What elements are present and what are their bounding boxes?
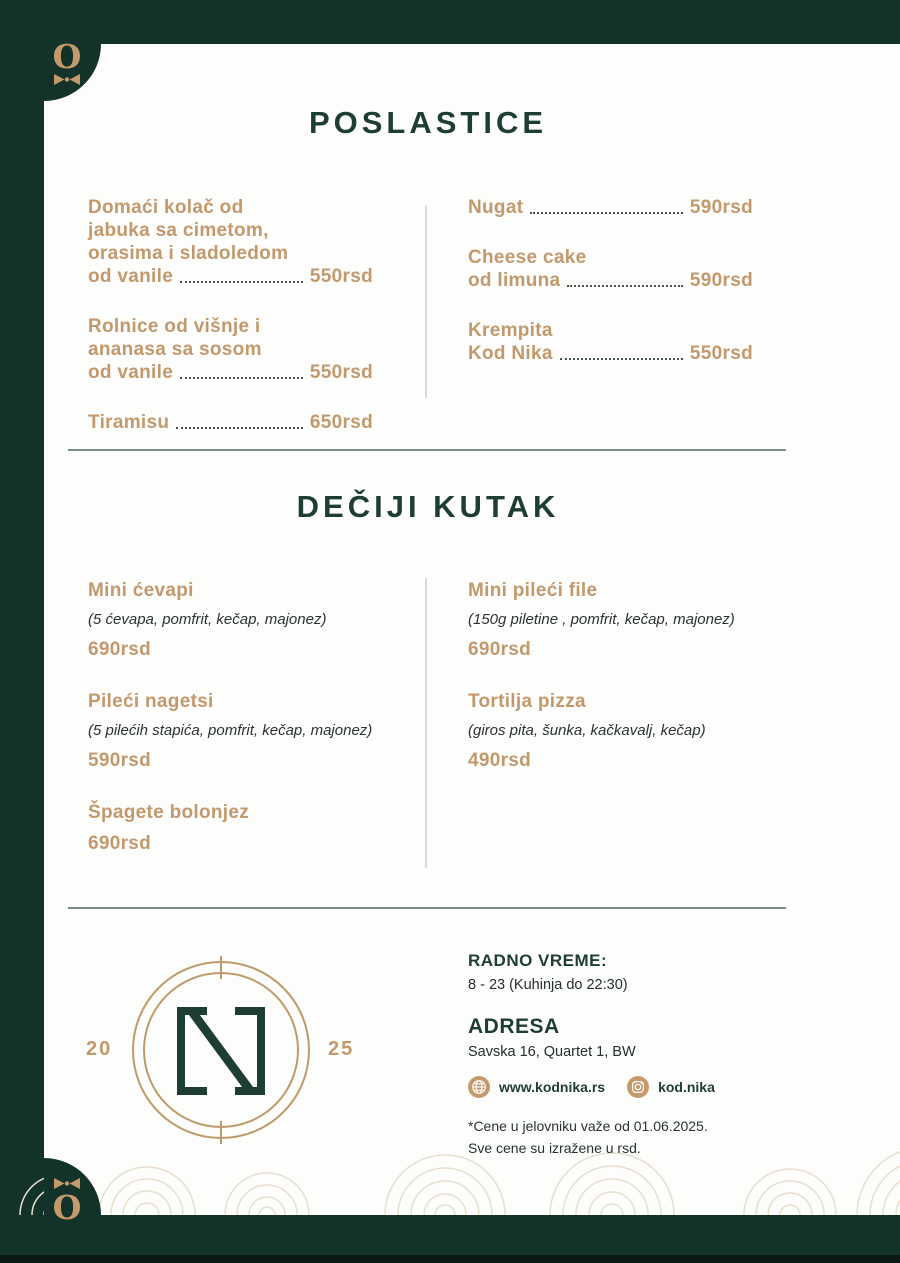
- price-validity-notes: [468, 1115, 778, 1159]
- section-title-deciji-kutak: DEČIJI KUTAK: [296, 489, 560, 524]
- menu-item: [88, 411, 373, 434]
- item-price: 650rsd: [309, 412, 373, 433]
- menu-item: [88, 196, 373, 288]
- footer-links: [468, 1076, 778, 1098]
- item-description: (5 ćevapa, pomfrit, kečap, majonez): [88, 611, 327, 628]
- poslastice-right-column: [468, 196, 753, 461]
- instagram-icon[interactable]: [627, 1076, 649, 1098]
- item-description: (giros pita, šunka, kačkavalj, kečap): [468, 722, 706, 739]
- kids-menu-item: [88, 802, 373, 855]
- page-bottom-edge: [0, 1255, 900, 1263]
- poslastice-left-column: [88, 196, 373, 461]
- poslastice-grid: [68, 196, 788, 461]
- item-name: Mini ćevapi: [88, 580, 194, 601]
- item-name-line: orasima i sladoledom: [88, 243, 289, 264]
- deciji-left-column: [88, 580, 373, 885]
- item-name: Nugat: [468, 197, 524, 218]
- item-name-line: jabuka sa cimetom,: [88, 220, 269, 241]
- item-name-line: Domaći kolač od: [88, 197, 244, 218]
- menu-item: [468, 246, 753, 292]
- item-name-line: Rolnice od višnje i: [88, 316, 261, 337]
- kids-menu-item: [88, 691, 373, 772]
- item-price: 590rsd: [689, 197, 753, 218]
- letter-n-monogram: [177, 1007, 265, 1095]
- menu-item: [468, 319, 753, 365]
- website-link[interactable]: www.kodnika.rs: [499, 1079, 606, 1095]
- kids-menu-item: [468, 580, 753, 661]
- item-price: 690rsd: [88, 833, 152, 854]
- brand-mark-top: [50, 37, 84, 85]
- year-right: 25: [328, 1038, 355, 1060]
- letter-o-logo: O: [52, 1187, 82, 1226]
- item-name-line: Krempita: [468, 320, 553, 341]
- dot-leader: [530, 212, 683, 214]
- dot-leader: [180, 377, 303, 379]
- year-left: 20: [86, 1038, 113, 1060]
- dot-leader: [176, 427, 303, 429]
- item-name: od vanile: [88, 266, 174, 287]
- dot-leader: [560, 358, 683, 360]
- column-divider: [425, 578, 427, 868]
- item-price: 590rsd: [88, 750, 152, 771]
- item-name: Tiramisu: [88, 412, 170, 433]
- item-name: Tortilja pizza: [468, 691, 586, 712]
- menu-item: [468, 196, 753, 219]
- item-price: 690rsd: [88, 639, 152, 660]
- item-price: 690rsd: [468, 639, 532, 660]
- item-price: 590rsd: [689, 270, 753, 291]
- instagram-handle-link[interactable]: kod.nika: [658, 1079, 715, 1095]
- kids-menu-item: [468, 691, 753, 772]
- working-hours-value: 8 - 23 (Kuhinja do 22:30): [468, 977, 628, 993]
- section-title-poslastice: POSLASTICE: [308, 105, 548, 140]
- letter-o-logo: O: [52, 37, 82, 76]
- footer-info: [468, 951, 778, 1159]
- address-value: Savska 16, Quartet 1, BW: [468, 1044, 636, 1060]
- item-name: od limuna: [468, 270, 561, 291]
- item-price: 490rsd: [468, 750, 532, 771]
- item-description: (5 pilećih stapića, pomfrit, kečap, majonez): [88, 722, 373, 739]
- deciji-grid: [68, 580, 788, 885]
- globe-icon[interactable]: [468, 1076, 490, 1098]
- dot-leader: [180, 281, 303, 283]
- brand-mark-bottom: [50, 1178, 84, 1226]
- note-line: *Cene u jelovniku važe od 01.06.2025.: [468, 1118, 708, 1134]
- column-divider: [425, 205, 427, 398]
- item-name: Kod Nika: [468, 343, 553, 364]
- item-name: Mini pileći file: [468, 580, 598, 601]
- menu-item: [88, 315, 373, 384]
- item-name-line: Cheese cake: [468, 247, 587, 268]
- working-hours-label: RADNO VREME:: [468, 951, 608, 970]
- item-price: 550rsd: [309, 362, 373, 383]
- item-name: Špagete bolonjez: [88, 802, 250, 823]
- section-divider: [68, 907, 786, 909]
- item-description: (150g piletine , pomfrit, kečap, majonez): [468, 611, 735, 628]
- item-price: 550rsd: [309, 266, 373, 287]
- deciji-right-column: [468, 580, 753, 885]
- item-name-line: ananasa sa sosom: [88, 339, 262, 360]
- section-divider: [68, 449, 786, 451]
- dot-leader: [567, 285, 683, 287]
- kids-menu-item: [88, 580, 373, 661]
- item-name: Pileći nagetsi: [88, 691, 214, 712]
- note-line: Sve cene su izražene u rsd.: [468, 1140, 641, 1156]
- item-name: od vanile: [88, 362, 174, 383]
- item-price: 550rsd: [689, 343, 753, 364]
- address-label: ADRESA: [468, 1015, 560, 1038]
